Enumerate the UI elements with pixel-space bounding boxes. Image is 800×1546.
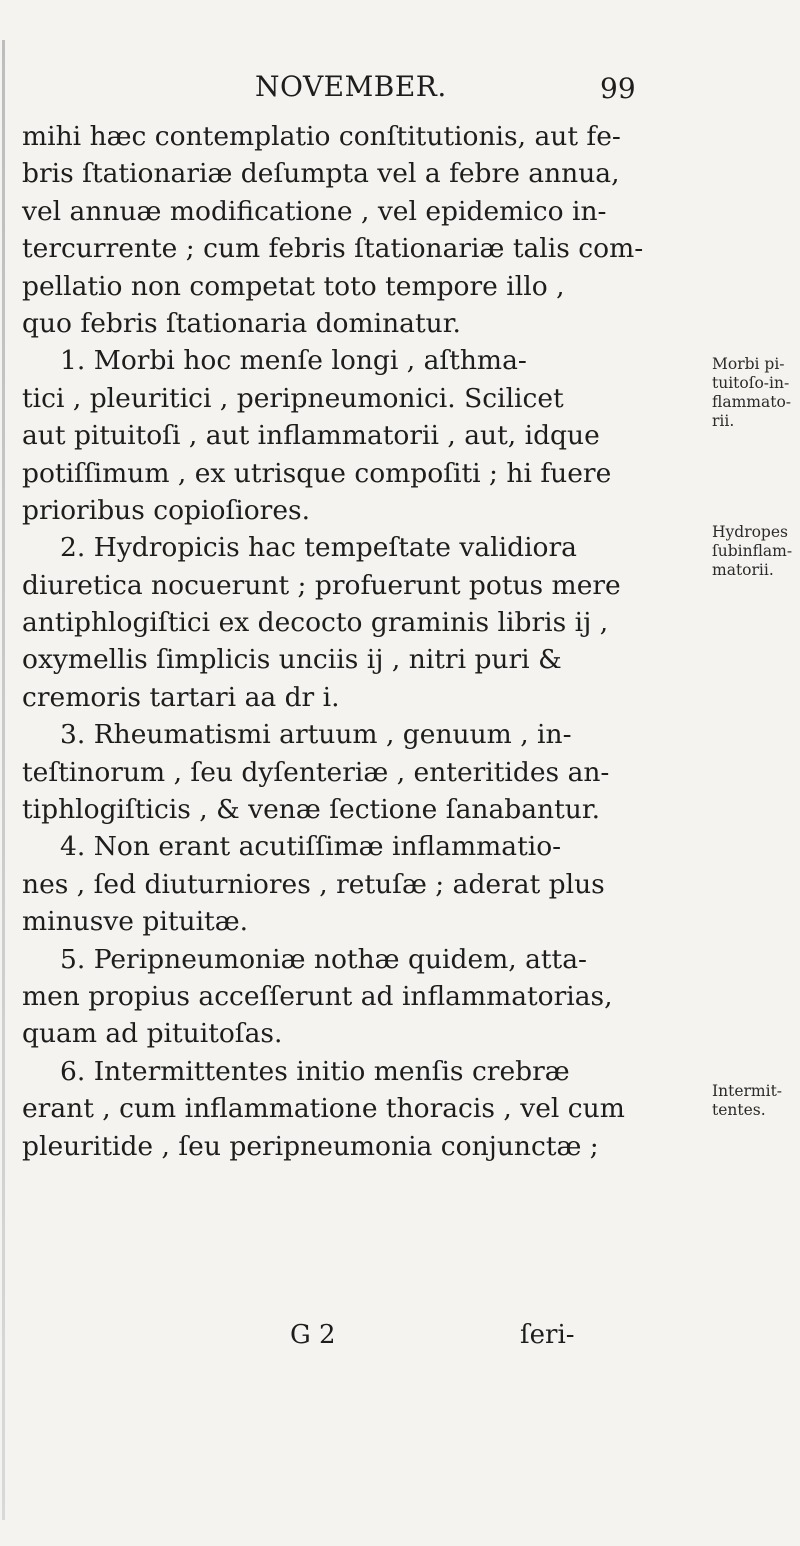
text-line: mihi hæc contemplatio conſtitutionis, aut fe- bbox=[22, 121, 621, 152]
text-line: vel annuæ modificatione , vel epidemico in- bbox=[22, 195, 607, 227]
catchword: ſeri- bbox=[520, 1320, 575, 1350]
margin-note-hydropes bbox=[712, 523, 798, 580]
page-edge-shadow bbox=[2, 40, 5, 1520]
text-line: minusve pituitæ. bbox=[22, 906, 249, 938]
text-line: 6. Intermittentes initio menſis crebræ bbox=[60, 1055, 570, 1087]
text-line: pleuritide , ſeu peripneumonia conjunctæ ; bbox=[22, 1130, 599, 1162]
margin-note-intermittentes bbox=[712, 1082, 798, 1120]
text-line: quo febris ſtationaria dominatur. bbox=[22, 307, 461, 339]
margin-note-line: ſubinflam- bbox=[712, 542, 793, 560]
page-header bbox=[0, 70, 800, 110]
text-line: pellatio non competat toto tempore illo , bbox=[22, 270, 565, 302]
text-line: erant , cum inflammatione thoracis , vel cum bbox=[22, 1093, 625, 1125]
text-line: tici , pleuritici , peripneumonici. Scilicet bbox=[22, 382, 564, 414]
text-line: tercurrente ; cum febris ſtationariæ talis com- bbox=[22, 233, 644, 265]
signature-mark: G 2 bbox=[290, 1320, 336, 1350]
body-text bbox=[22, 118, 712, 1165]
text-line: aut pituitoſi , aut inflammatorii , aut, idque bbox=[22, 420, 600, 452]
text-line: prioribus copioſiores. bbox=[22, 494, 311, 526]
margin-note-line: rii. bbox=[712, 412, 735, 430]
running-head: NOVEMBER. bbox=[255, 70, 447, 103]
text-line: 2. Hydropicis hac tempeſtate validiora bbox=[60, 532, 577, 564]
text-line: 5. Peripneumoniæ nothæ quidem, atta- bbox=[60, 943, 587, 975]
margin-note-line: tuitoſo-in- bbox=[712, 374, 790, 392]
margin-note-morbi bbox=[712, 355, 798, 431]
text-line: men propius acceſſerunt ad inflammatorias, bbox=[22, 980, 613, 1012]
text-line: 4. Non erant acutiſſimæ inflammatio- bbox=[60, 831, 562, 863]
text-line: 1. Morbi hoc menſe longi , aſthma- bbox=[60, 345, 527, 377]
margin-note-line: tentes. bbox=[712, 1101, 766, 1119]
text-line: cremoris tartari aa dr i. bbox=[22, 681, 340, 713]
text-line: potiſſimum , ex utrisque compoſiti ; hi fuere bbox=[22, 457, 612, 489]
margin-note-line: matorii. bbox=[712, 561, 774, 579]
text-line: 3. Rheumatismi artuum , genuum , in- bbox=[60, 719, 572, 751]
margin-note-line: flammato- bbox=[712, 393, 792, 411]
margin-note-line: Hydropes bbox=[712, 523, 788, 541]
text-line: diuretica nocuerunt ; profuerunt potus mere bbox=[22, 569, 621, 601]
text-line: oxymellis ſimplicis unciis ij , nitri puri & bbox=[22, 644, 562, 676]
margin-note-line: Morbi pi- bbox=[712, 355, 785, 373]
text-line: nes , ſed diuturniores , retuſæ ; aderat plus bbox=[22, 868, 605, 900]
page-number: 99 bbox=[600, 72, 636, 105]
margin-note-line: Intermit- bbox=[712, 1082, 783, 1100]
text-line: tiphlogiſticis , & venæ ſectione ſanabantur. bbox=[22, 794, 600, 826]
page-footer bbox=[0, 1320, 800, 1360]
text-line: bris ſtationariæ deſumpta vel a febre annua, bbox=[22, 158, 620, 190]
text-line: teſtinorum , ſeu dyſenteriæ , enteritides an- bbox=[22, 756, 610, 788]
text-line: quam ad pituitoſas. bbox=[22, 1018, 283, 1050]
text-line: antiphlogiſtici ex decocto graminis libris ij , bbox=[22, 607, 609, 639]
